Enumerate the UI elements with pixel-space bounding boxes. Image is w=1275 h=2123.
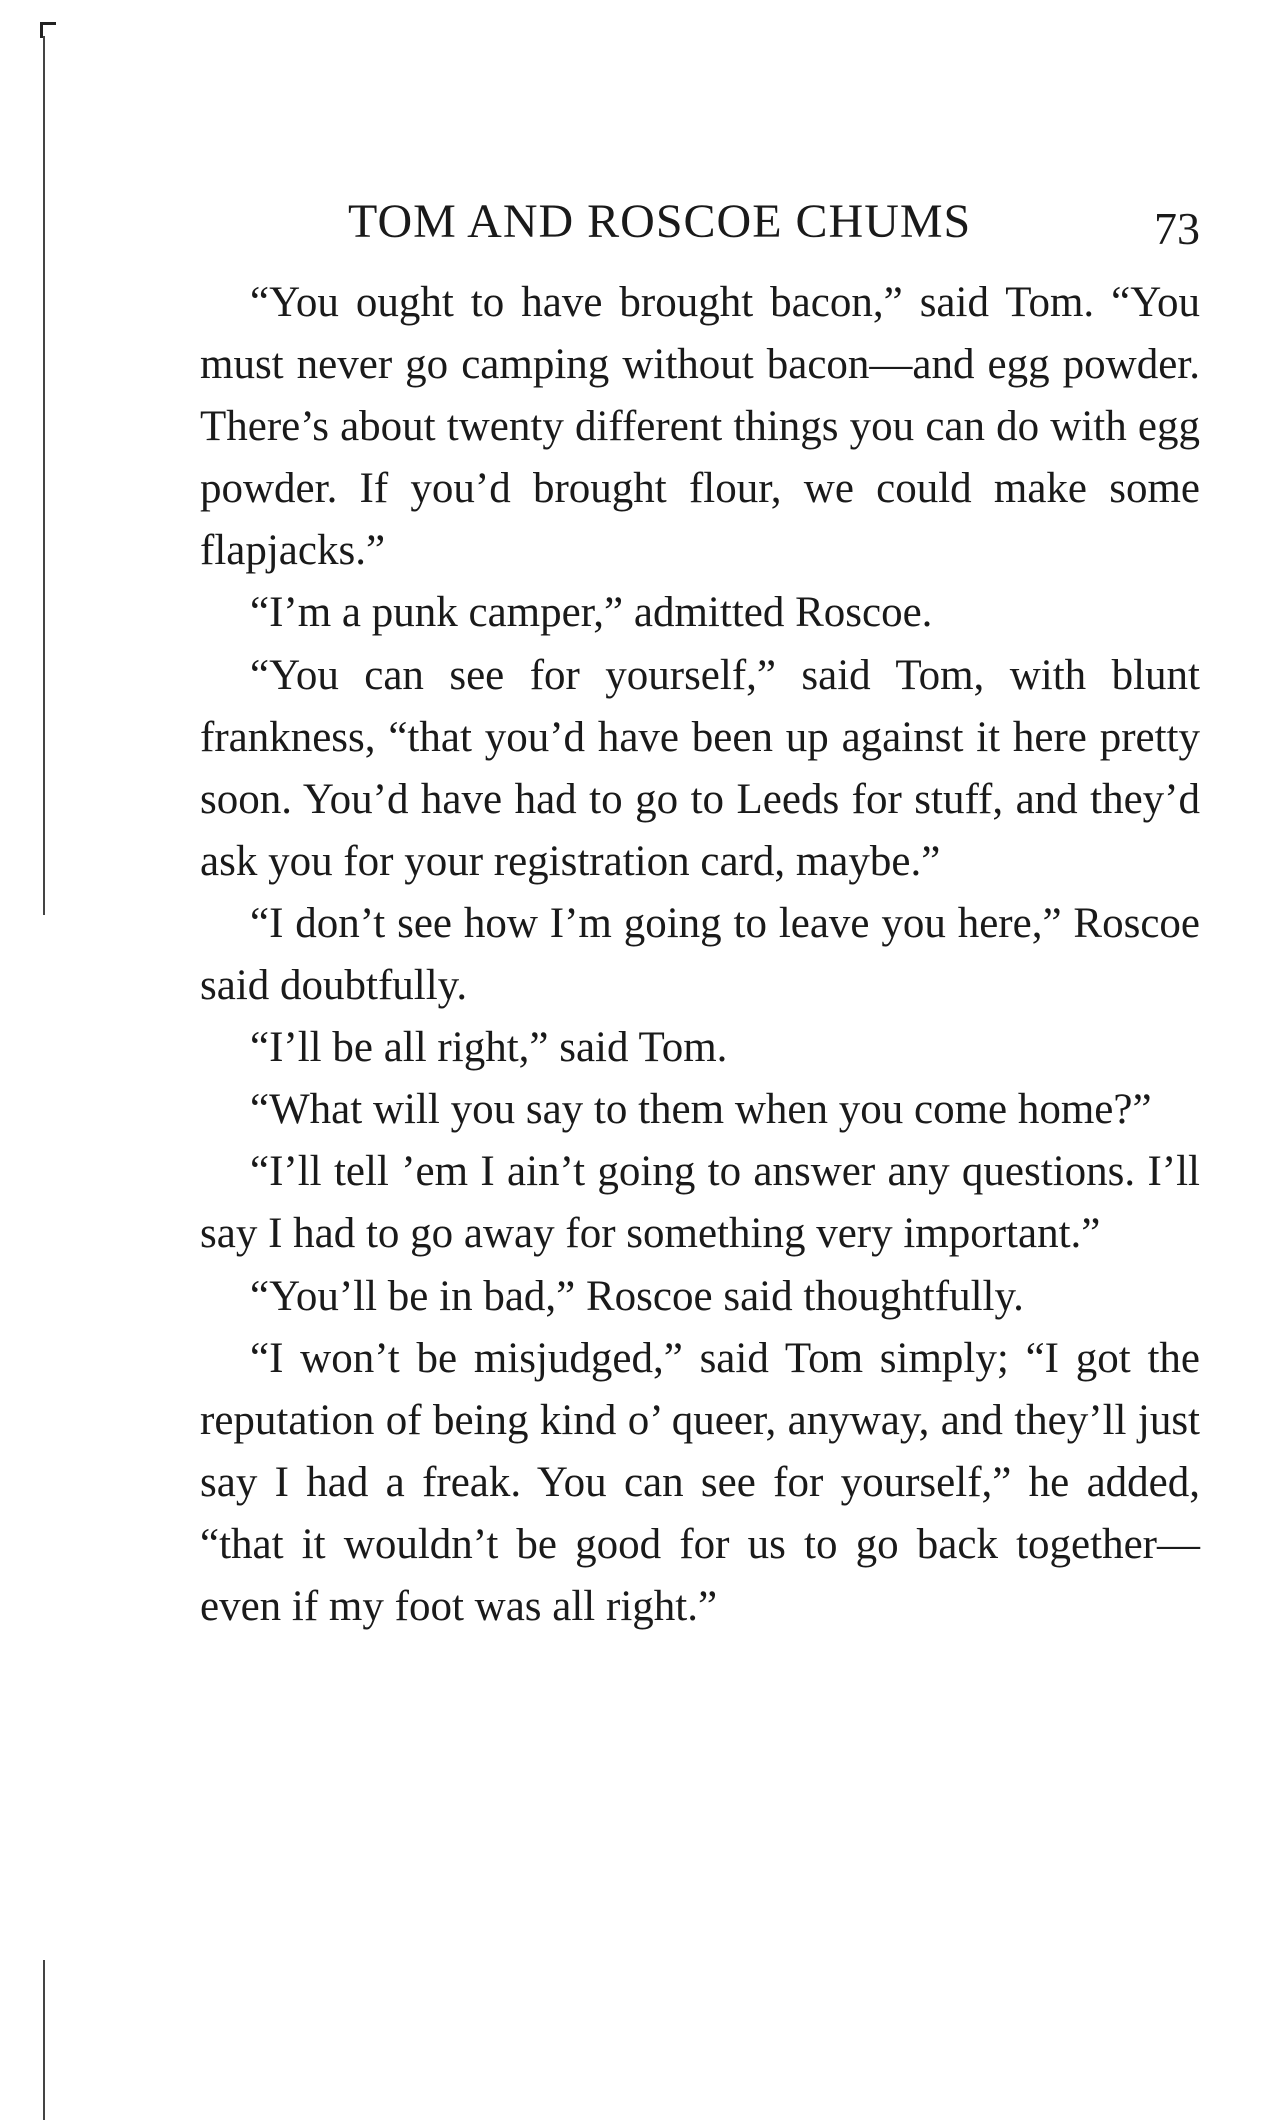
scan-edge-line (43, 700, 45, 915)
paragraph: “You ought to have brought bacon,” said Tom. “You must never go camping without bacon—and egg powder. There’s about twenty different things you can do with egg powder. If you’d brought flour, we could make some flapjacks.” (200, 279, 1200, 575)
paragraph: “You can see for yourself,” said Tom, with blunt frankness, “that you’d have been up against it here pretty soon. You’d have had to go to Leeds for stuff, and they’d ask you for your registration card, maybe.” (200, 651, 1200, 885)
page-header (200, 186, 1200, 256)
page-number: 73 (1154, 203, 1200, 254)
paragraph: “I’ll tell ’em I ain’t going to answer any questions. I’ll say I had to go away for something very important.” (200, 1148, 1200, 1258)
paragraph: “You’ll be in bad,” Roscoe said thoughtfully. (250, 1272, 1024, 1320)
paragraph: “I’ll be all right,” said Tom. (250, 1024, 728, 1072)
running-head: TOM AND ROSCOE CHUMS (348, 195, 972, 248)
paragraph: “I’m a punk camper,” admitted Roscoe. (250, 589, 933, 637)
paragraph: “What will you say to them when you come home?” (250, 1086, 1152, 1134)
paragraph: “I won’t be misjudged,” said Tom simply; “I got the reputation of being kind o’ queer, anyway, and they’ll just say I had a freak. You can see for yourself,” he added, “that it wouldn’t be good for us to go back together—even if my foot was all right.” (200, 1334, 1200, 1630)
page-body (200, 272, 1200, 1638)
paragraph: “I don’t see how I’m going to leave you here,” Roscoe said doubtfully. (200, 899, 1200, 1010)
scan-edge-line (43, 1960, 45, 2120)
